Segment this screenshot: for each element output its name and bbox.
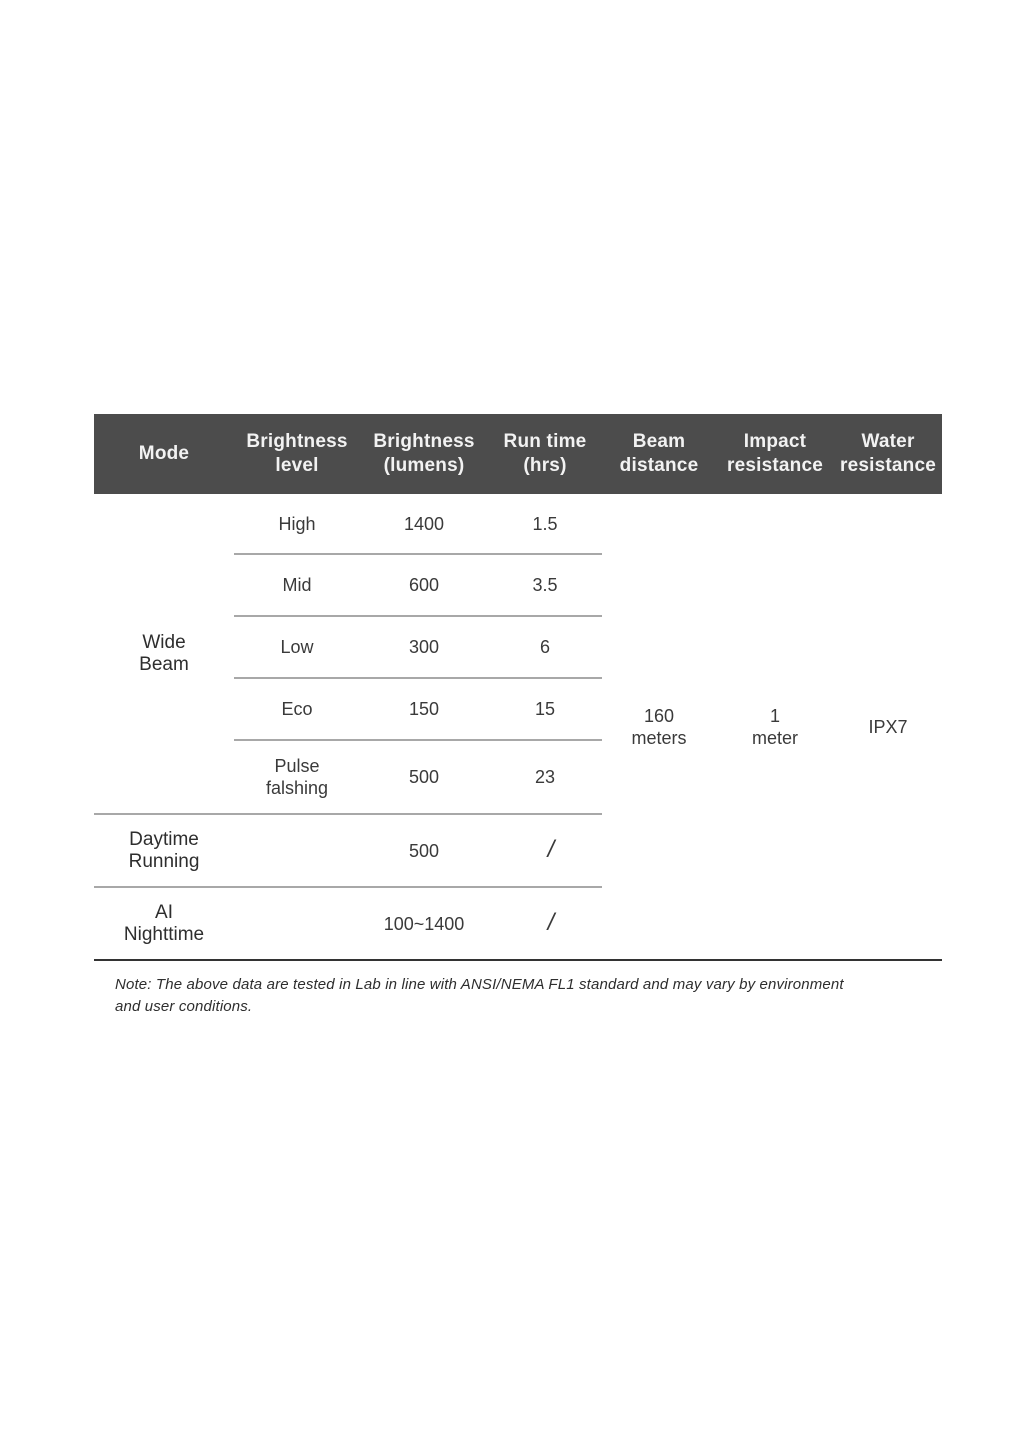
header-impact-resistance: Impact resistance bbox=[716, 414, 834, 494]
beam-distance-cell: 160 meters bbox=[602, 494, 716, 960]
lumens-cell: 100~1400 bbox=[360, 887, 488, 960]
runtime-cell: / bbox=[488, 887, 602, 960]
header-row bbox=[94, 414, 942, 494]
level-cell: Low bbox=[234, 616, 360, 678]
runtime-cell: / bbox=[488, 814, 602, 887]
runtime-cell: 15 bbox=[488, 678, 602, 740]
lumens-cell: 300 bbox=[360, 616, 488, 678]
header-run-time: Run time (hrs) bbox=[488, 414, 602, 494]
mode-wide-beam: Wide Beam bbox=[94, 494, 234, 814]
level-cell: High bbox=[234, 494, 360, 554]
header-beam-distance: Beam distance bbox=[602, 414, 716, 494]
runtime-cell: 23 bbox=[488, 740, 602, 814]
specification-table bbox=[94, 414, 942, 961]
water-resistance-cell: IPX7 bbox=[834, 494, 942, 960]
header-water-resistance: Water resistance bbox=[834, 414, 942, 494]
footnote bbox=[115, 974, 935, 1018]
lumens-cell: 500 bbox=[360, 814, 488, 887]
lumens-cell: 600 bbox=[360, 554, 488, 616]
mode-daytime-running: Daytime Running bbox=[94, 814, 234, 887]
runtime-cell: 6 bbox=[488, 616, 602, 678]
lumens-cell: 500 bbox=[360, 740, 488, 814]
level-cell bbox=[234, 814, 360, 887]
note-line-1: Note: The above data are tested in Lab in line with ANSI/NEMA FL1 standard and may vary by environment bbox=[115, 976, 844, 993]
impact-resistance-cell: 1 meter bbox=[716, 494, 834, 960]
header-brightness-level: Brightness level bbox=[234, 414, 360, 494]
level-cell: Mid bbox=[234, 554, 360, 616]
table-header bbox=[94, 414, 942, 494]
level-cell: Pulse falshing bbox=[234, 740, 360, 814]
level-cell bbox=[234, 887, 360, 960]
lumens-cell: 1400 bbox=[360, 494, 488, 554]
runtime-cell: 3.5 bbox=[488, 554, 602, 616]
header-mode: Mode bbox=[94, 414, 234, 494]
table-body bbox=[94, 494, 942, 960]
header-brightness-lumens: Brightness (lumens) bbox=[360, 414, 488, 494]
note-line-2: and user conditions. bbox=[115, 998, 253, 1015]
lumens-cell: 150 bbox=[360, 678, 488, 740]
runtime-cell: 1.5 bbox=[488, 494, 602, 554]
level-cell: Eco bbox=[234, 678, 360, 740]
table-row bbox=[94, 494, 942, 554]
mode-ai-nighttime: AI Nighttime bbox=[94, 887, 234, 960]
